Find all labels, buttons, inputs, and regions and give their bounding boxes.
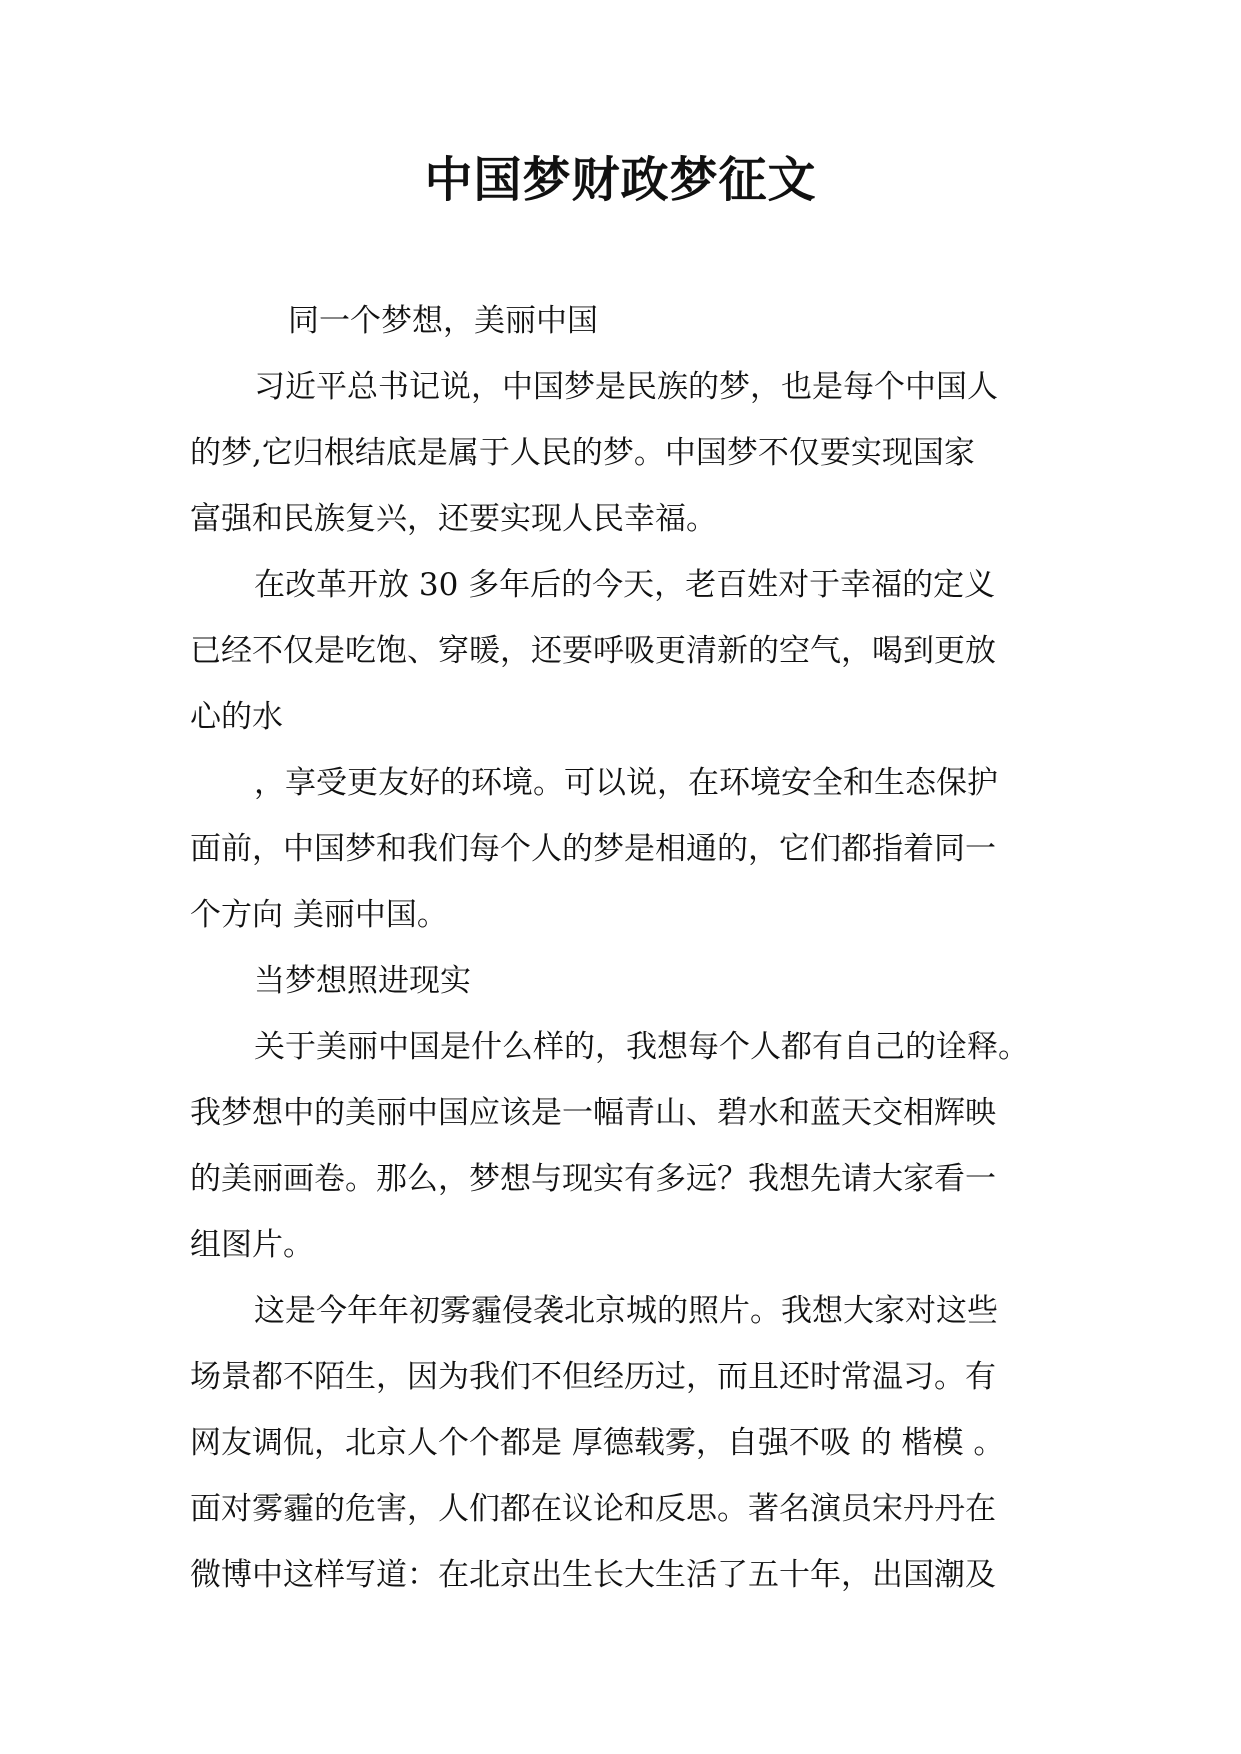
paragraph-line: 关于美丽中国是什么样的，我想每个人都有自己的诠释。 [254,1029,1029,1065]
subheading-dream-reality: 当梦想照进现实 [254,963,471,999]
document-title: 中国梦财政梦征文 [424,152,817,208]
subheading-same-dream: 同一个梦想，美丽中国 [288,303,598,339]
document-body [190,288,1060,1608]
paragraph-line: 面对雾霾的危害，人们都在议论和反思。著名演员宋丹丹在 [190,1491,996,1527]
paragraph-line: 富强和民族复兴，还要实现人民幸福。 [190,501,717,537]
paragraph-line: 网友调侃，北京人个个都是 厚德载雾，自强不吸 的 楷模 。 [190,1425,1005,1461]
paragraph-line: ，享受更友好的环境。可以说，在环境安全和生态保护 [254,765,998,801]
paragraph-line: 个方向 美丽中国。 [190,897,448,933]
paragraph-line: 的梦,它归根结底是属于人民的梦。中国梦不仅要实现国家 [190,435,975,471]
paragraph-line: 这是今年年初雾霾侵袭北京城的照片。我想大家对这些 [254,1293,998,1329]
paragraph-line: 的美丽画卷。那么，梦想与现实有多远？我想先请大家看一 [190,1161,996,1197]
paragraph-line: 习近平总书记说，中国梦是民族的梦，也是每个中国人 [254,369,998,405]
paragraph-line: 组图片。 [190,1227,314,1263]
paragraph-line: 场景都不陌生，因为我们不但经历过，而且还时常温习。有 [190,1359,996,1395]
paragraph-line: 已经不仅是吃饱、穿暖，还要呼吸更清新的空气，喝到更放 [190,633,996,669]
paragraph-line: 微博中这样写道：在北京出生长大生活了五十年，出国潮及 [190,1557,996,1593]
paragraph-line: 心的水 [190,699,283,735]
paragraph-line: 在改革开放 30 多年后的今天，老百姓对于幸福的定义 [254,567,996,603]
paragraph-line: 面前，中国梦和我们每个人的梦是相通的，它们都指着同一 [190,831,996,867]
paragraph-line: 我梦想中的美丽中国应该是一幅青山、碧水和蓝天交相辉映 [190,1095,996,1131]
